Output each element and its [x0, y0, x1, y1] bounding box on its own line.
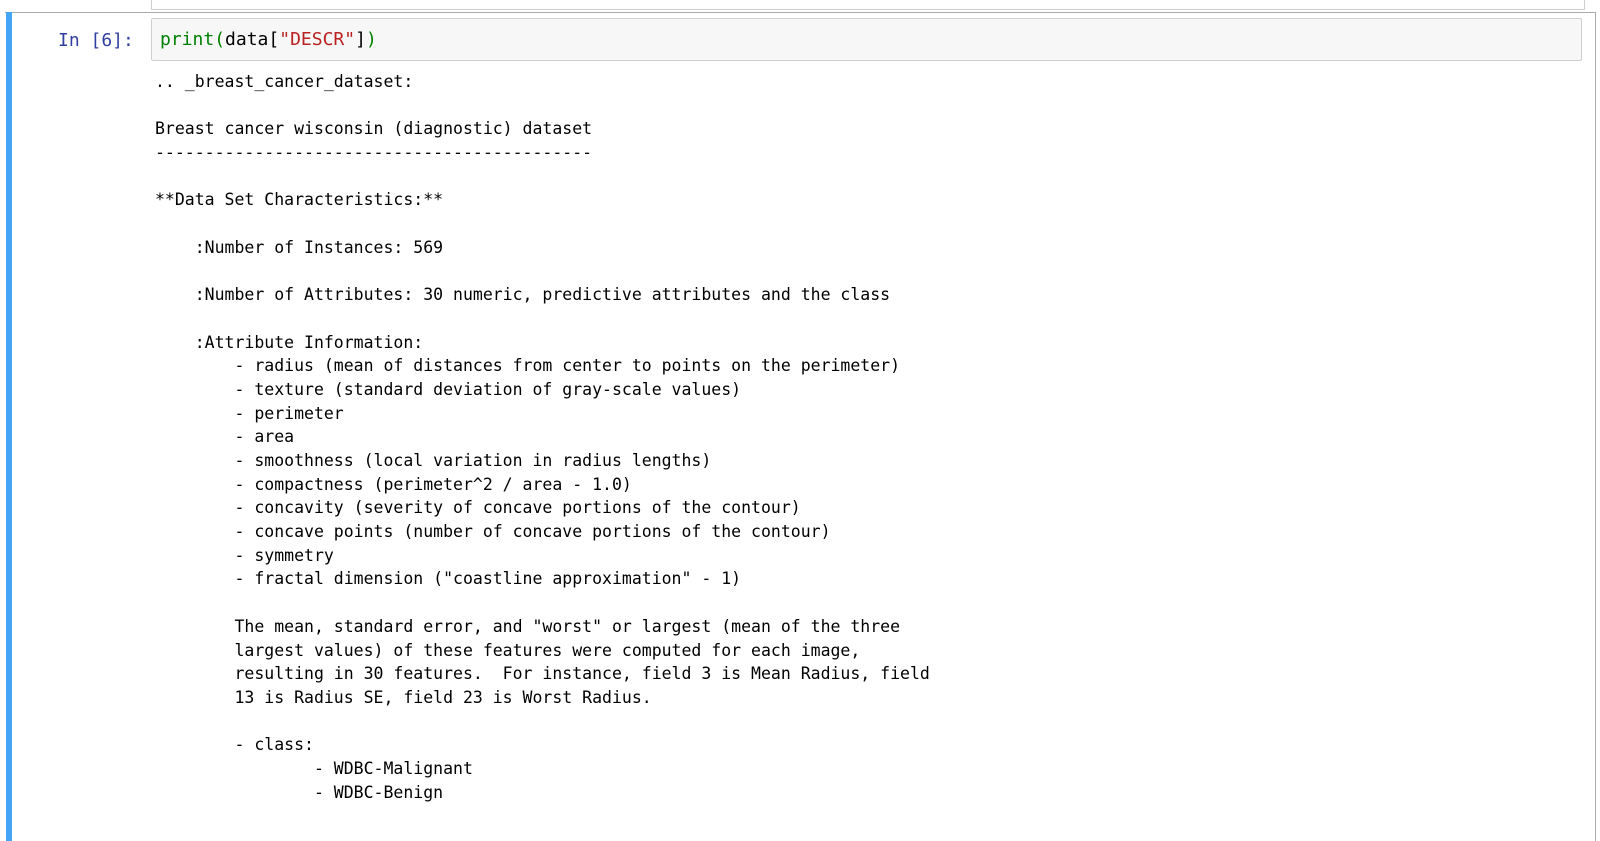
output-line: Breast cancer wisconsin (diagnostic) dataset [155, 119, 593, 139]
output-line: - class: [155, 735, 314, 755]
output-line [155, 94, 1575, 118]
output-line [155, 212, 1575, 236]
output-line [155, 307, 1575, 331]
previous-cell-input[interactable] [151, 0, 1585, 10]
output-line: - concavity (severity of concave portions of the contour) [155, 498, 801, 518]
output-line: resulting in 30 features. For instance, field 3 is Mean Radius, field [155, 664, 930, 684]
output-line: 13 is Radius SE, field 23 is Worst Radius. [155, 687, 652, 707]
code-token-open-paren: ( [214, 29, 226, 50]
output-line: **Data Set Characteristics:** [155, 190, 444, 210]
output-line: - radius (mean of distances from center to points on the perimeter) [155, 356, 901, 376]
output-line: :Number of Instances: 569 [155, 237, 444, 257]
code-line[interactable] [160, 29, 377, 51]
code-token-close-paren: ) [365, 29, 377, 50]
output-line [155, 165, 1575, 189]
output-line: - compactness (perimeter^2 / area - 1.0) [155, 474, 632, 494]
output-line: .. _breast_cancer_dataset: [155, 72, 414, 91]
code-token-print: print [160, 29, 215, 50]
output-line: :Attribute Information: [155, 332, 424, 352]
output-line: - fractal dimension ("coastline approximation" - 1) [155, 569, 742, 589]
output-line: largest values) of these features were computed for each image, [155, 640, 861, 660]
output-line [155, 710, 1575, 734]
code-token-close-bracket: ] [355, 29, 366, 50]
code-input-area[interactable] [151, 18, 1582, 61]
code-token-string: "DESCR" [279, 29, 356, 50]
output-line [155, 591, 1575, 615]
cell-selection-bar [6, 12, 12, 841]
output-line [155, 260, 1575, 284]
input-prompt: In [6]: [58, 30, 134, 51]
output-line: - smoothness (local variation in radius lengths) [155, 451, 712, 470]
output-line: - symmetry [155, 545, 334, 565]
output-line: - area [155, 427, 295, 447]
output-line: - concave points (number of concave portions of the contour) [155, 522, 831, 542]
cell-output-area [155, 70, 1575, 804]
output-line: The mean, standard error, and "worst" or largest (mean of the three [155, 616, 901, 636]
output-line: - perimeter [155, 403, 344, 423]
output-line: - texture (standard deviation of gray-scale values) [155, 379, 742, 399]
output-line: -------------------------------------------- [155, 143, 593, 163]
output-line: :Number of Attributes: 30 numeric, predictive attributes and the class [155, 285, 891, 305]
code-token-open-bracket: [ [268, 29, 280, 50]
output-line: - WDBC-Malignant [155, 758, 473, 778]
code-token-data: data [225, 29, 269, 50]
output-line: - WDBC-Benign [155, 782, 444, 802]
